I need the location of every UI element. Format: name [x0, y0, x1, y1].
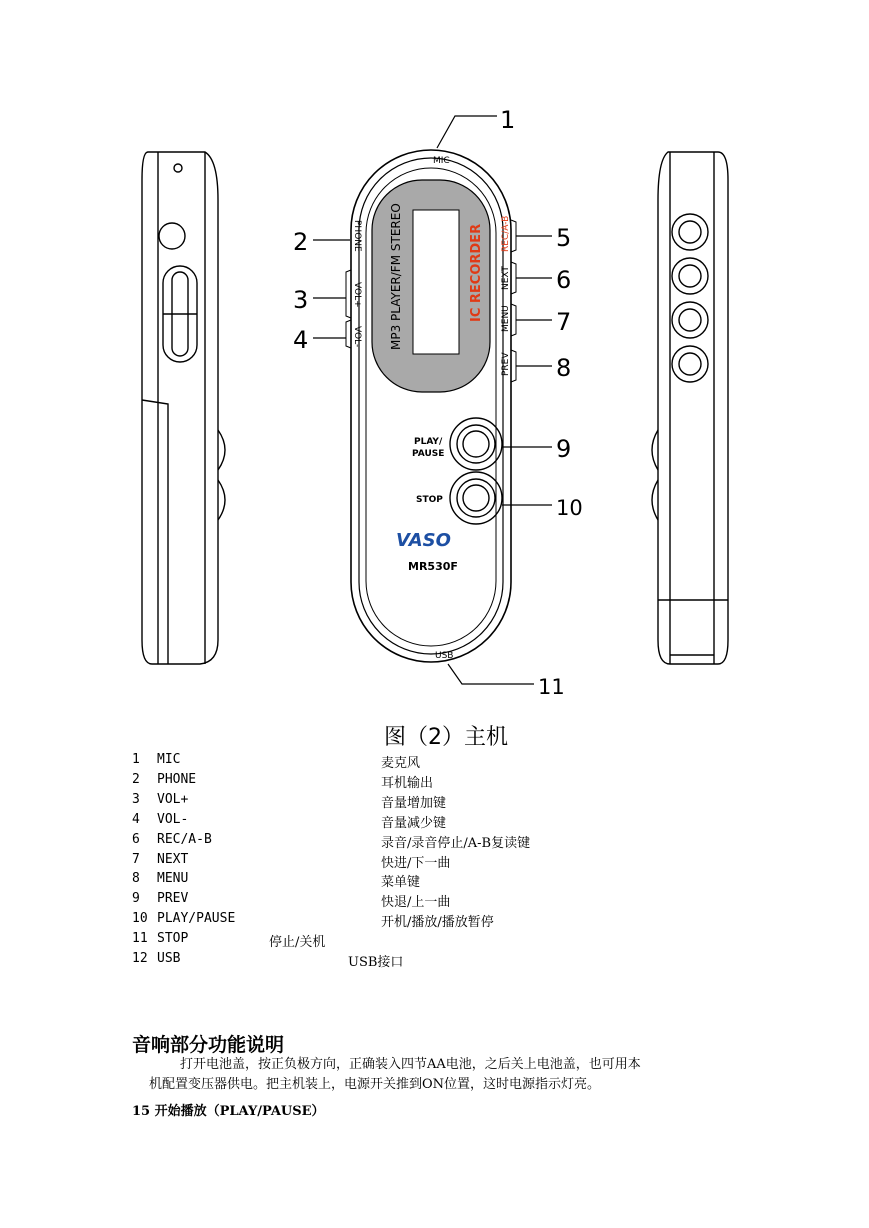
stop-label: STOP: [416, 495, 443, 505]
ic-recorder-label: IC RECORDER: [469, 223, 484, 322]
left-side-view: [142, 152, 225, 664]
next-label: NEXT: [501, 266, 511, 290]
model-label: MR530F: [408, 560, 458, 573]
callout-1: 1: [500, 106, 516, 134]
callout-10: 10: [556, 496, 583, 520]
callout-8: 8: [556, 354, 572, 382]
legend-desc: 菜单键: [381, 875, 421, 890]
brand-logo: VASO: [396, 530, 451, 551]
legend-desc: 快进/下一曲: [381, 856, 451, 871]
legend-number: 10: [132, 911, 148, 926]
legend-desc: 录音/录音停止/A-B复读键: [381, 836, 531, 851]
legend-desc: 快退/上一曲: [381, 895, 451, 910]
usb-label: USB: [435, 651, 454, 661]
legend-name: PHONE: [157, 772, 197, 787]
front-view: [346, 150, 516, 662]
paragraph-line-2: 机配置变压器供电。把主机装上，电源开关推到ON位置，这时电源指示灯亮。: [149, 1077, 601, 1092]
side-button-4: [672, 346, 708, 382]
section-title: 音响部分功能说明: [132, 1034, 285, 1056]
legend-name: NEXT: [157, 852, 189, 867]
step-heading: 15 开始播放（PLAY/PAUSE）: [132, 1104, 325, 1119]
legend-desc: 音量减少键: [381, 816, 447, 831]
mic-label: MIC: [433, 156, 450, 166]
side-button-3: [672, 302, 708, 338]
side-button-2: [672, 258, 708, 294]
menu-label: MENU: [501, 305, 511, 332]
legend-number: 8: [132, 871, 140, 886]
legend-name: VOL-: [157, 812, 189, 827]
legend-number: 6: [132, 832, 140, 847]
legend-number: 2: [132, 772, 140, 787]
legend-number: 1: [132, 752, 140, 767]
legend-name: STOP: [157, 931, 189, 946]
callout-4: 4: [293, 326, 309, 354]
lcd-screen: [413, 210, 459, 354]
legend-name: REC/A-B: [157, 832, 212, 847]
vol-plus-label: VOL+: [352, 282, 362, 308]
phone-label: PHONE: [352, 220, 362, 252]
right-side-view: [652, 152, 728, 664]
callout-2: 2: [293, 228, 309, 256]
play-label: PLAY/: [414, 437, 443, 447]
legend-number: 3: [132, 792, 140, 807]
callout-9: 9: [556, 435, 572, 463]
screen-text: MP3 PLAYER/FM STEREO: [389, 203, 403, 350]
side-button-1: [672, 214, 708, 250]
legend-number: 7: [132, 852, 140, 867]
legend-name: USB: [157, 951, 181, 966]
figure-caption: 图（2）主机: [384, 725, 508, 750]
callout-3: 3: [293, 286, 309, 314]
legend-number: 11: [132, 931, 148, 946]
legend-number: 4: [132, 812, 140, 827]
legend-number: 12: [132, 951, 148, 966]
rec-label: REC/A-B: [501, 215, 511, 252]
paragraph-line-1: 打开电池盖，按正负极方向，正确装入四节AA电池，之后关上电池盖，也可用本: [180, 1057, 641, 1072]
prev-label: PREV: [501, 352, 511, 376]
legend-name: PLAY/PAUSE: [157, 911, 236, 926]
legend-desc: 停止/关机: [269, 935, 326, 950]
legend-desc: USB接口: [348, 955, 404, 970]
legend-number: 9: [132, 891, 140, 906]
legend-desc: 耳机输出: [381, 776, 434, 791]
pause-label: PAUSE: [412, 449, 445, 459]
legend-name: VOL+: [157, 792, 189, 807]
legend-desc: 开机/播放/播放暂停: [381, 915, 494, 930]
legend-desc: 音量增加键: [381, 796, 447, 811]
callout-5: 5: [556, 224, 572, 252]
legend-name: PREV: [157, 891, 189, 906]
vol-minus-label: VOL-: [352, 326, 362, 348]
callout-7: 7: [556, 308, 572, 336]
legend-desc: 麦克风: [381, 756, 421, 771]
callout-6: 6: [556, 266, 572, 294]
callout-11: 11: [538, 675, 565, 699]
legend-name: MENU: [157, 871, 189, 886]
legend-name: MIC: [157, 752, 181, 767]
